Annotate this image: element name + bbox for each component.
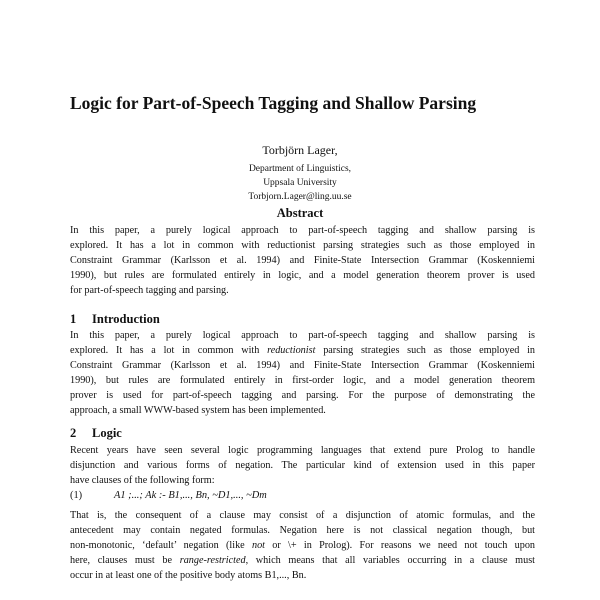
section-number: 1	[70, 312, 77, 326]
abstract-body	[70, 223, 535, 298]
section-heading-logic	[70, 426, 122, 441]
introduction-body	[70, 328, 535, 418]
logic-body-2	[70, 508, 535, 583]
example-label: (1)	[70, 490, 83, 501]
author-name: Torbjörn Lager,	[262, 143, 338, 157]
emphasis-range-restricted: range-restricted	[179, 555, 246, 566]
author-university: Uppsala University	[263, 178, 337, 188]
intro-line: Constraint Grammar (Karlsson et al. 1994) and Finite-State Intersection Grammar (Koskenniemi	[70, 360, 535, 371]
abstract-line: 1990), but rules are formulated entirely in logic, and a model generation theorem prover is used	[70, 270, 535, 281]
logic-line: antecedent may contain negated formulas. Negation here is not classical negation though, but	[70, 525, 535, 536]
logic-line: have clauses of the following form:	[70, 475, 215, 486]
intro-line: prover is used for part-of-speech tagging and parsing. For the purpose of demonstrating the	[70, 390, 535, 401]
intro-line: 1990), but rules are formulated entirely in first-order logic, and a model generation theorem	[70, 375, 535, 386]
author-department: Department of Linguistics,	[248, 164, 352, 174]
logic-line: non-monotonic, ‘default’ negation (like not or \+ in Prolog). For reasons we need not touch upon	[70, 540, 536, 551]
abstract-line: In this paper, a purely logical approach to part-of-speech tagging and shallow parsing is	[70, 225, 535, 236]
section-heading-introduction	[70, 312, 160, 327]
emphasis-reductionist: reductionist	[267, 345, 316, 356]
section-number: 2	[70, 426, 77, 440]
paper-title: Logic for Part-of-Speech Tagging and Shallow Parsing	[70, 93, 477, 113]
abstract-heading: Abstract	[276, 206, 324, 220]
logic-line: Recent years have seen several logic programming languages that extend pure Prolog to handle	[70, 445, 535, 456]
emphasis-not: not	[251, 540, 266, 551]
section-title: Introduction	[92, 312, 160, 326]
intro-line: approach, a small WWW-based system has been implemented.	[70, 405, 326, 416]
example-1	[70, 490, 267, 501]
abstract-line: Constraint Grammar (Karlsson et al. 1994) and Finite-State Intersection Grammar (Koskenniemi	[70, 255, 535, 266]
intro-line: In this paper, a purely logical approach to part-of-speech tagging and shallow parsing is	[70, 330, 535, 341]
author-email: Torbjorn.Lager@ling.uu.se	[248, 192, 352, 202]
logic-line: here, clauses must be range-restricted, which means that all variables occurring in a clause must	[70, 555, 535, 566]
intro-line: explored. It has a lot in common with reductionist parsing strategies such as those employed in	[70, 345, 536, 356]
logic-line: That is, the consequent of a clause may consist of a disjunction of atomic formulas, and the	[70, 510, 535, 521]
section-title: Logic	[92, 426, 122, 440]
example-formula: A1 ;...; Ak :- B1,..., Bn, ~D1,..., ~Dm	[114, 490, 267, 501]
logic-body	[70, 443, 535, 488]
abstract-line: explored. It has a lot in common with reductionist parsing strategies such as those employed in	[70, 240, 535, 251]
logic-line: disjunction and various forms of negation. The particular kind of extension used in this paper	[70, 460, 535, 471]
logic-line: occur in at least one of the positive body atoms B1,..., Bn.	[70, 570, 307, 581]
abstract-line: for part-of-speech tagging and parsing.	[70, 285, 229, 296]
